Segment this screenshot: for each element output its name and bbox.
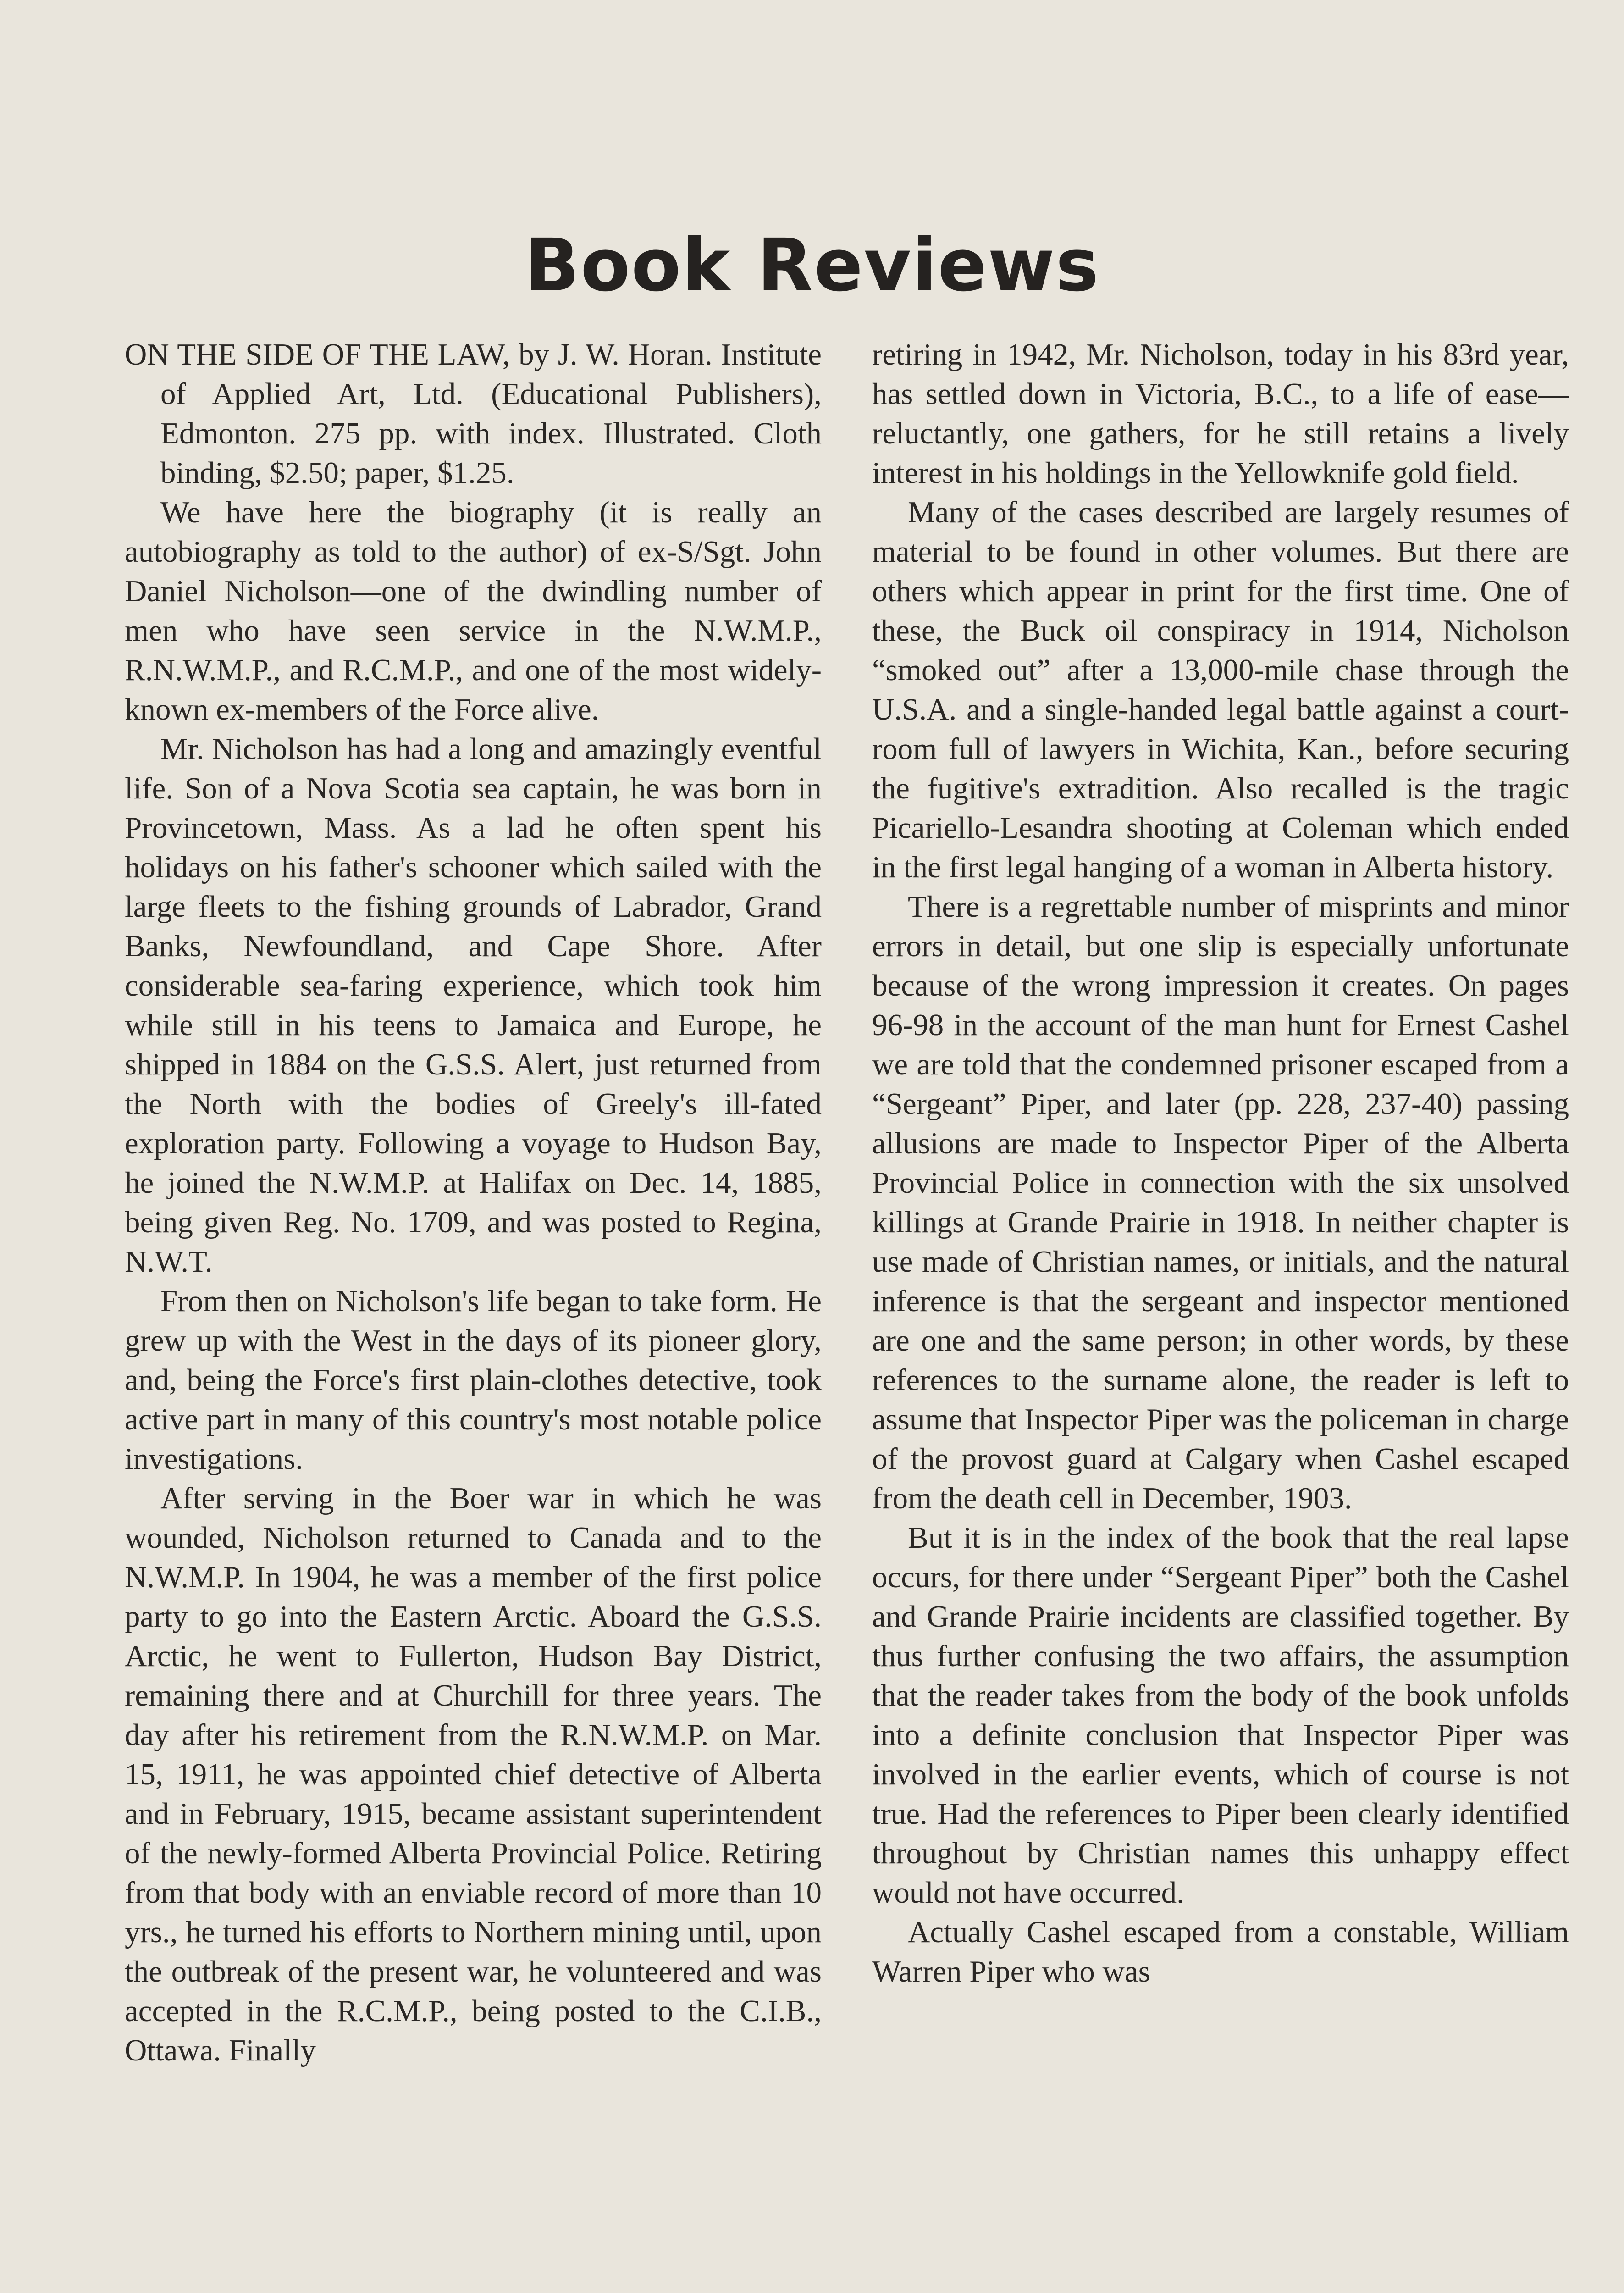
right-column: [872, 335, 1569, 1991]
review-paragraph: After serving in the Boer war in which he was wounded, Nicholson returned to Canada and to the N.W.M.P. In 1904, he was a member of the first police party to go into the Eastern Arctic. Aboard the G.S.S. Arctic, he went to Fullerton, Hudson Bay District, remaining there and at Churchill for three years. The day after his retirement from the R.N.W.M.P. on Mar. 15, 1911, he was appointed chief detective of Alberta and in February, 1915, became assistant superintendent of the newly-formed Alberta Provincial Police. Retiring from that body with an enviable record of more than 10 yrs., he turned his efforts to Northern mining until, upon the outbreak of the present war, he volunteered and was accepted in the R.C.M.P., being posted to the C.I.B., Ottawa. Finally: [125, 1481, 822, 2067]
page-title: Book Reviews: [524, 223, 1100, 308]
book-citation: ON THE SIDE OF THE LAW, by J. W. Horan. Institute of Applied Art, Ltd. (Educational Publishers), Edmonton. 275 pp. with index. Illustrated. Cloth binding, $2.50; paper, $1.25.: [125, 338, 822, 490]
review-paragraph: There is a regrettable number of misprints and minor errors in detail, but one slip is especially unfortunate because of the wrong impression it creates. On pages 96-98 in the account of the man hunt for Ernest Cashel we are told that the condemned prisoner escaped from a “Sergeant” Piper, and later (pp. 228, 237-40) passing allusions are made to Inspector Piper of the Alberta Provincial Police in connection with the six unsolved killings at Grande Prairie in 1918. In neither chapter is use made of Christian names, or initials, and the natural inference is that the sergeant and inspector mentioned are one and the same person; in other words, by these references to the surname alone, the reader is left to assume that Inspector Piper was the policeman in charge of the provost guard at Calgary when Cashel escaped from the death cell in December, 1903.: [872, 890, 1569, 1515]
review-paragraph: But it is in the index of the book that the real lapse occurs, for there under “Sergeant Piper” both the Cashel and Grande Prairie incidents are classified together. By thus further confusing the two affairs, the assumption that the reader takes from the body of the book unfolds into a definite conclusion that Inspector Piper was involved in the earlier events, which of course is not true. Had the references to Piper been clearly identified throughout by Christian names this unhappy effect would not have occurred.: [872, 1521, 1569, 1910]
review-paragraph-continuation: retiring in 1942, Mr. Nicholson, today in his 83rd year, has settled down in Victoria, B.C., to a life of ease—reluctantly, one gathers, for he still retains a lively interest in his holdings in the Yellowknife gold field.: [872, 338, 1569, 490]
review-paragraph: We have here the biography (it is really an autobiography as told to the author) of ex-S/Sgt. John Daniel Nicholson—one of the dwindling number of men who have seen service in the N.W.M.P., R.N.W.M.P., and R.C.M.P., and one of the most widely-known ex-members of the Force alive.: [125, 495, 822, 726]
review-paragraph: Mr. Nicholson has had a long and amazingly eventful life. Son of a Nova Scotia sea captain, he was born in Provincetown, Mass. As a lad he often spent his holidays on his father's schooner which sailed with the large fleets to the fishing grounds of Labrador, Grand Banks, Newfoundland, and Cape Shore. After considerable sea-faring experience, which took him while still in his teens to Jamaica and Europe, he shipped in 1884 on the G.S.S. Alert, just returned from the North with the bodies of Greely's ill-fated exploration party. Following a voyage to Hudson Bay, he joined the N.W.M.P. at Halifax on Dec. 14, 1885, being given Reg. No. 1709, and was posted to Regina, N.W.T.: [125, 732, 822, 1279]
review-paragraph: Actually Cashel escaped from a constable, William Warren Piper who was: [872, 1915, 1569, 1988]
review-paragraph: Many of the cases described are largely resumes of material to be found in other volumes. But there are others which appear in print for the first time. One of these, the Buck oil conspiracy in 1914, Nicholson “smoked out” after a 13,000-mile chase through the U.S.A. and a single-handed legal battle against a court-room full of lawyers in Wichita, Kan., before securing the fugitive's extradition. Also recalled is the tragic Picariello-Lesandra shooting at Coleman which ended in the first legal hanging of a woman in Alberta history.: [872, 495, 1569, 884]
review-paragraph: From then on Nicholson's life began to take form. He grew up with the West in the days of its pioneer glory, and, being the Force's first plain-clothes detective, took active part in many of this country's most notable police investigations.: [125, 1284, 822, 1476]
left-column: [125, 335, 822, 2070]
